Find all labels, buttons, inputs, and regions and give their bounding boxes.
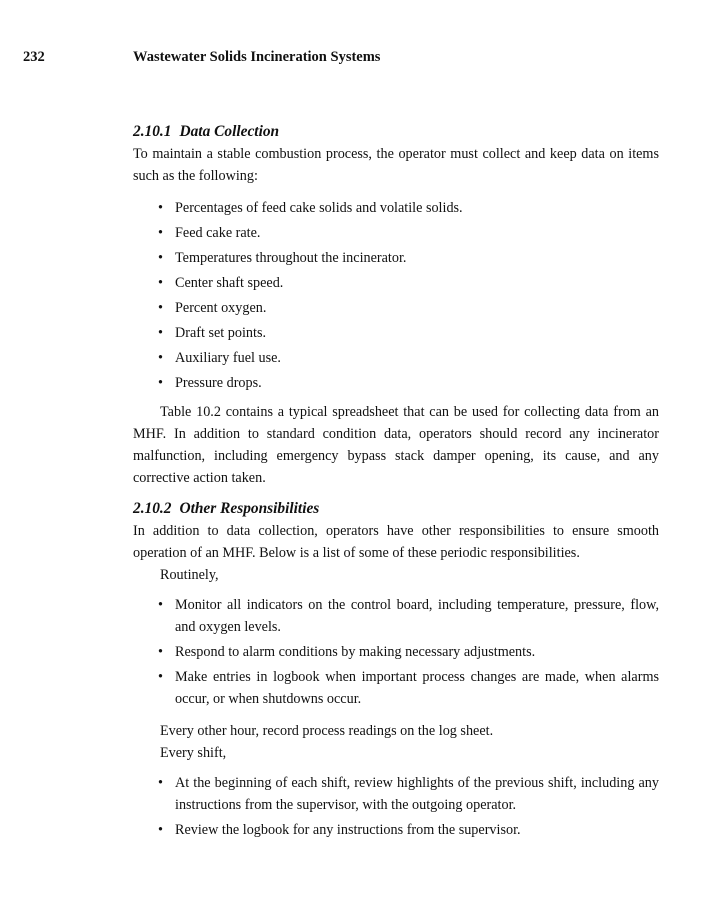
every-shift-label: Every shift, bbox=[160, 745, 227, 761]
list-item: • Auxiliary fuel use. bbox=[133, 347, 659, 369]
list-item: • Make entries in logbook when important process changes are made, when alarms occur, or when shutdowns occur. bbox=[133, 666, 659, 710]
list-item: • Percentages of feed cake solids and volatile solids. bbox=[133, 197, 659, 219]
list-item: • Monitor all indicators on the control board, including temperature, pressure, flow, and oxygen levels. bbox=[133, 594, 659, 638]
section-title: Data Collection bbox=[179, 123, 280, 140]
section-intro-paragraph: To maintain a stable combustion process, the operator must collect and keep data on items such as the following: bbox=[133, 146, 659, 184]
routine-items-list bbox=[133, 594, 659, 710]
every-other-hour-text: Every other hour, record process readings on the log sheet. bbox=[160, 723, 494, 739]
list-item: • Percent oxygen. bbox=[133, 297, 659, 319]
section-heading-other-responsibilities bbox=[133, 498, 659, 520]
list-item: • Center shaft speed. bbox=[133, 272, 659, 294]
shift-items-list bbox=[133, 772, 659, 841]
page-number: 232 bbox=[23, 49, 45, 65]
section-number: 2.10.1 bbox=[133, 123, 172, 140]
list-item: • At the beginning of each shift, review highlights of the previous shift, including any instructions from the supervisor, with the outgoing operator. bbox=[133, 772, 659, 816]
section-heading-data-collection bbox=[133, 121, 659, 143]
list-item: • Pressure drops. bbox=[133, 372, 659, 394]
section-title: Other Responsibilities bbox=[179, 500, 320, 517]
list-item: • Feed cake rate. bbox=[133, 222, 659, 244]
list-item: • Draft set points. bbox=[133, 322, 659, 344]
body-content bbox=[133, 121, 659, 844]
list-item: • Temperatures throughout the incinerator. bbox=[133, 247, 659, 269]
running-title: Wastewater Solids Incineration Systems bbox=[133, 49, 381, 65]
routinely-label: Routinely, bbox=[160, 567, 219, 583]
table-reference-paragraph: Table 10.2 contains a typical spreadsheet that can be used for collecting data from an MHF. In addition to standard condition data, operators should record any incinerator malfunction, including emergency bypass stack damper opening, its cause, and any corrective action taken. bbox=[133, 404, 659, 486]
section-number: 2.10.2 bbox=[133, 500, 172, 517]
data-items-list bbox=[133, 197, 659, 394]
list-item: • Respond to alarm conditions by making necessary adjustments. bbox=[133, 641, 659, 663]
list-item: • Review the logbook for any instructions from the supervisor. bbox=[133, 819, 659, 841]
section-intro-paragraph: In addition to data collection, operators have other responsibilities to ensure smooth operation of an MHF. Below is a list of some of these periodic responsibilities. bbox=[133, 523, 659, 561]
